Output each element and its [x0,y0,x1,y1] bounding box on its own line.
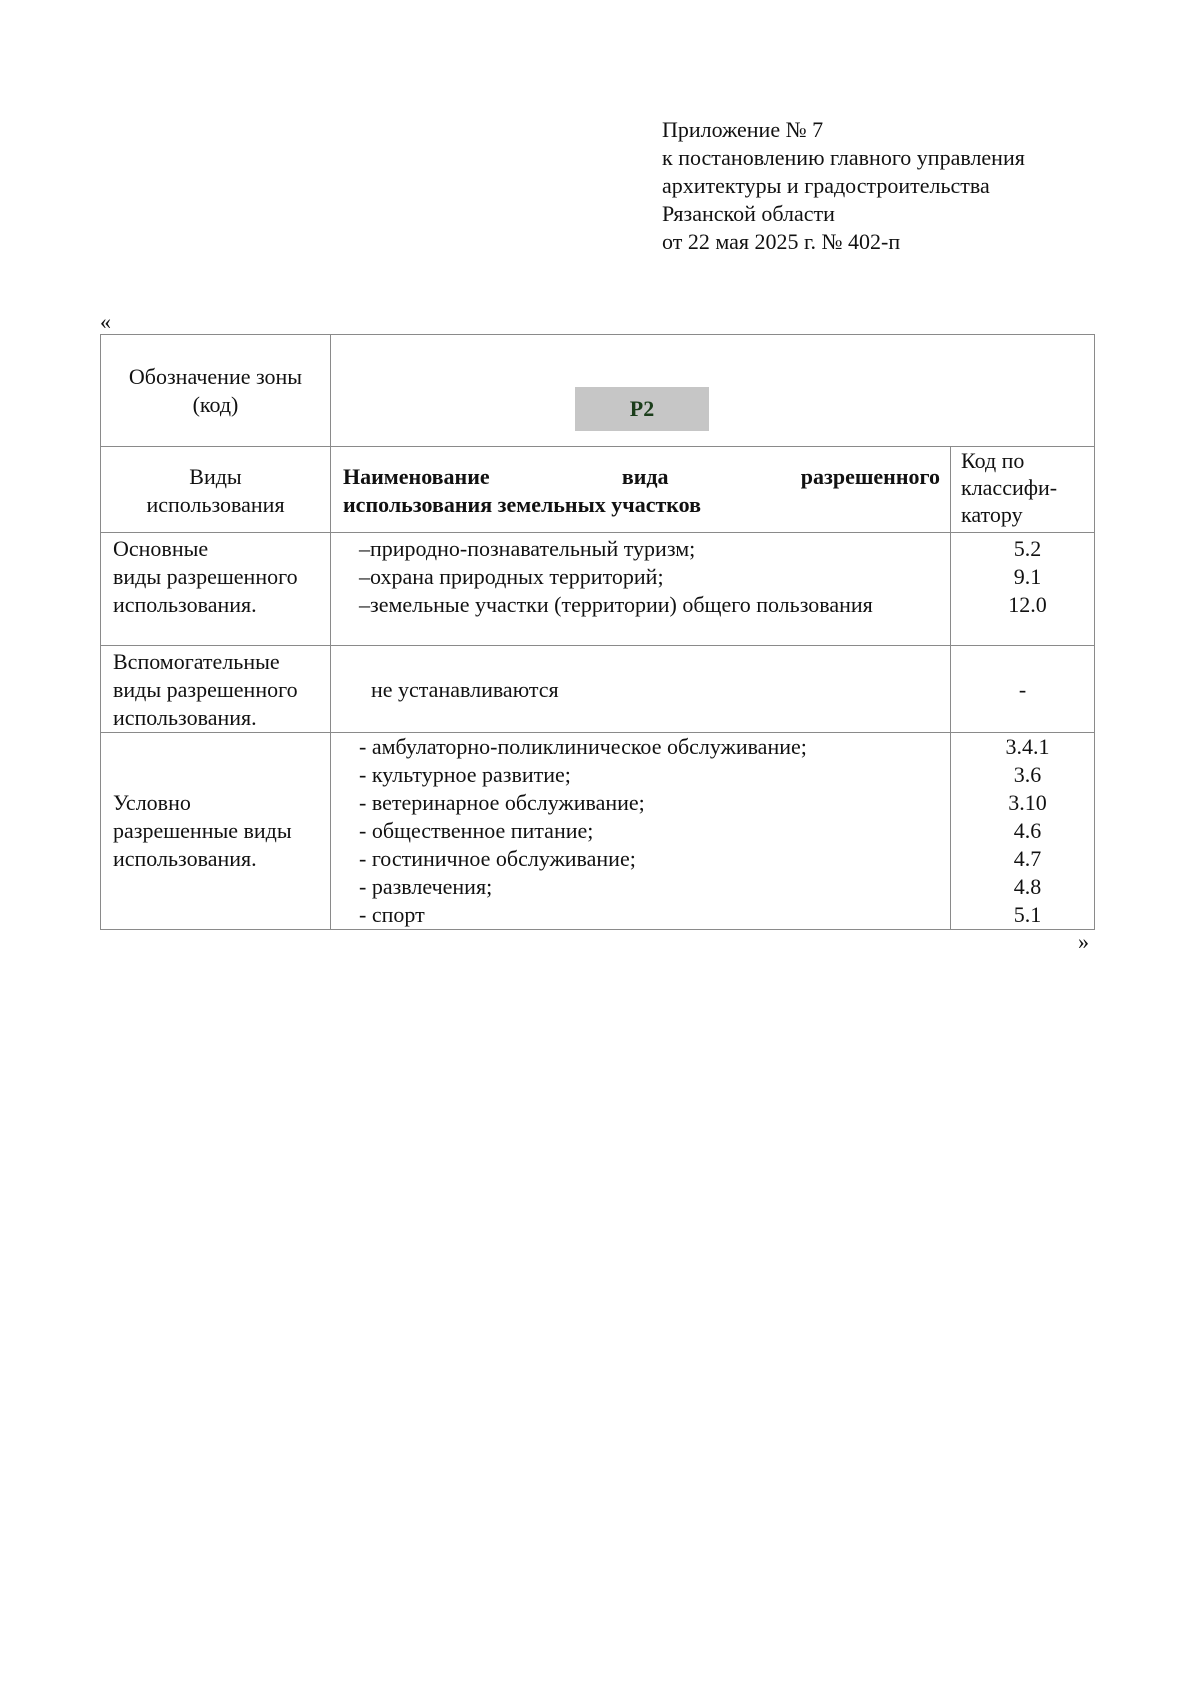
zone-code-row [101,335,1095,447]
classifier-code: 9.1 [1013,564,1042,589]
classifier-code: 12.0 [1008,592,1047,617]
code-header-line: Код по [961,448,1025,473]
conditional-uses-label-line: разрешенные виды [113,818,292,843]
code-header-line: катору [961,502,1023,527]
classifier-code: 4.6 [1013,818,1042,843]
classifier-code: 5.1 [1013,902,1042,927]
zone-label-line: (код) [192,392,239,417]
list-item: - развлечения; [359,874,493,899]
classifier-code: 4.8 [1013,874,1042,899]
uses-label-line: использования [146,492,285,517]
name-header-line [343,463,940,491]
aux-uses-label-line: Вспомогательные [113,649,280,674]
zone-table [100,334,1095,930]
classifier-code: - [1018,677,1027,702]
code-header-line: классифи- [961,475,1058,500]
header-line-architecture: архитектуры и градостроительства [662,173,990,198]
main-uses-label-line: использования. [113,592,257,617]
aux-uses-text: не устанавливаются [371,677,559,702]
table-head-row [101,447,1095,533]
aux-uses-label-cell [101,646,331,733]
closing-quote: » [1078,929,1089,954]
list-item: –земельные участки (территории) общего пользования [359,592,873,617]
header-line-region: Рязанской области [662,201,835,226]
conditional-uses-label-cell [101,733,331,930]
aux-uses-text-cell [331,646,951,733]
aux-uses-label-line: использования. [113,705,257,730]
zone-code-cell [331,335,1095,447]
classifier-code: 4.7 [1013,846,1042,871]
aux-uses-label-line: виды разрешенного [113,677,298,702]
list-item: - гостиничное обслуживание; [359,846,636,871]
main-uses-label-line: Основные [113,536,209,561]
zone-label-cell [101,335,331,447]
uses-label-cell [101,447,331,533]
code-header-cell [951,447,1095,533]
classifier-code: 5.2 [1013,536,1042,561]
name-header-line: использования земельных участков [343,492,701,517]
name-header-word: Наименование [343,464,490,489]
name-header-cell [331,447,951,533]
header-line-date-number: от 22 мая 2025 г. № 402-п [662,229,901,254]
list-item: - амбулаторно-поликлиническое обслуживание; [359,734,807,759]
main-uses-row [101,533,1095,646]
aux-uses-code-cell [951,646,1095,733]
conditional-uses-label-line: использования. [113,846,257,871]
uses-label-line: Виды [189,464,242,489]
conditional-uses-list-cell [331,733,951,930]
classifier-code: 3.4.1 [1005,734,1050,759]
list-item: - общественное питание; [359,818,594,843]
classifier-code: 3.6 [1013,762,1042,787]
conditional-uses-row [101,733,1095,930]
list-item: –природно-познавательный туризм; [359,536,696,561]
opening-quote: « [100,309,111,334]
name-header-word: вида [621,464,669,489]
header-line-appendix: Приложение № 7 [662,117,824,142]
main-uses-list-cell [331,533,951,646]
list-item: - ветеринарное обслуживание; [359,790,645,815]
main-uses-label-line: виды разрешенного [113,564,298,589]
list-item: –охрана природных территорий; [359,564,664,589]
header-block [662,116,1142,256]
list-item: - культурное развитие; [359,762,571,787]
main-uses-label-cell [101,533,331,646]
header-line-resolution: к постановлению главного управления [662,145,1025,170]
classifier-code: 3.10 [1008,790,1047,815]
zone-code-badge: Р2 [575,387,709,431]
main-uses-codes-cell [951,533,1095,646]
conditional-uses-codes-cell [951,733,1095,930]
aux-uses-row [101,646,1095,733]
conditional-uses-label-line: Условно [113,790,191,815]
name-header-word: разрешенного [800,464,940,489]
list-item: - спорт [359,902,425,927]
zone-label-line: Обозначение зоны [128,364,303,389]
